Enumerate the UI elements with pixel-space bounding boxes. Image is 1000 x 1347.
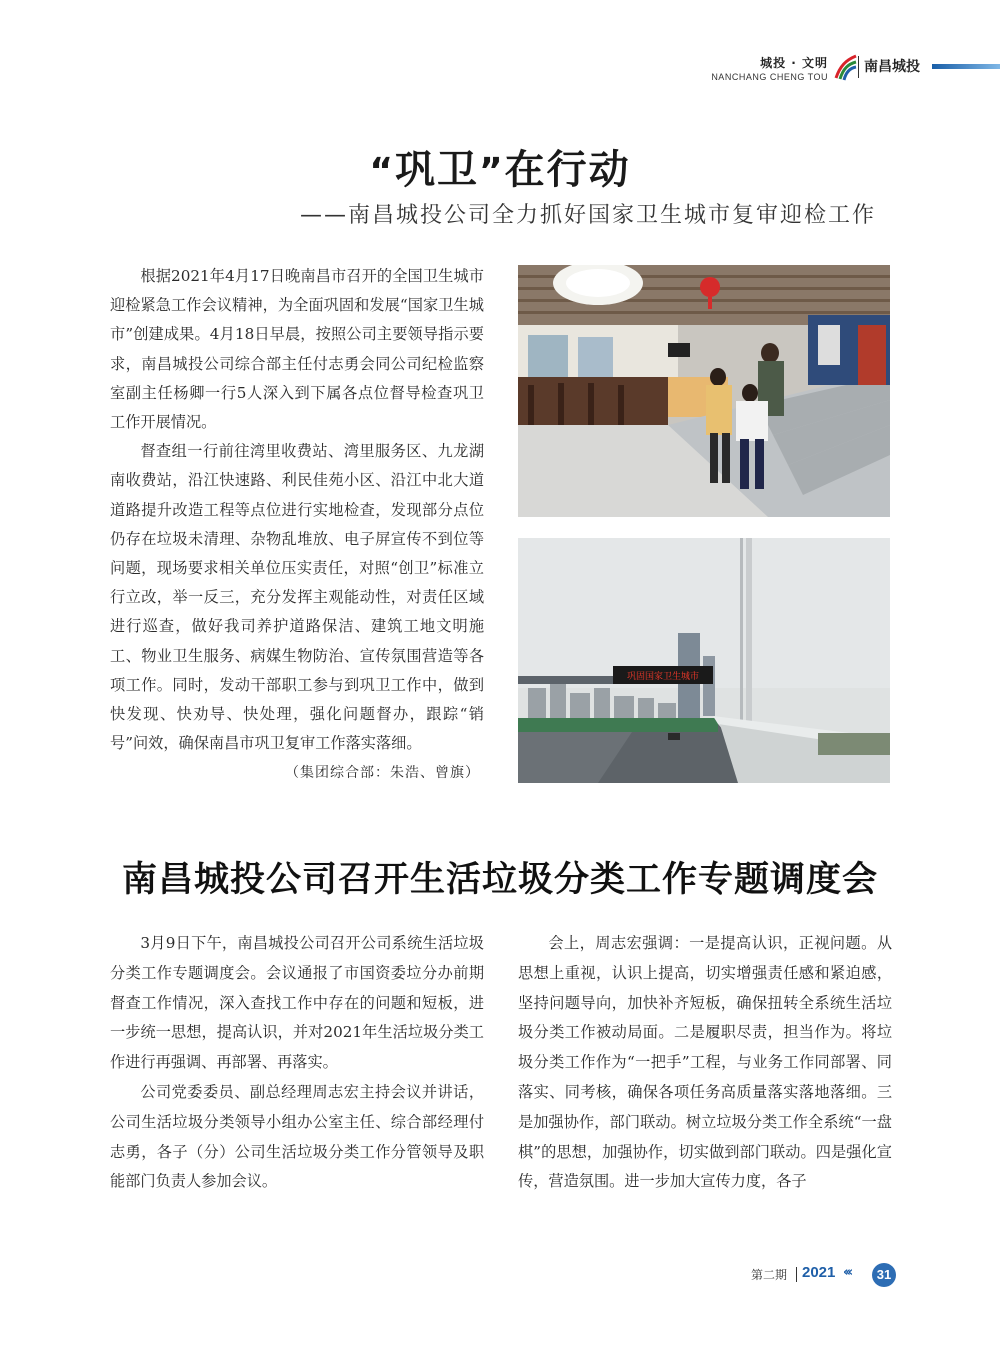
issue-label: 第二期 [751, 1268, 788, 1282]
brand-slogan: 城投 · 文明 [760, 56, 828, 70]
publication-name: 南昌城投 [864, 59, 920, 75]
article1-paragraph: 督查组一行前往湾里收费站、湾里服务区、九龙湖南收费站，沿江快速路、利民佳苑小区、沿江中北大道道路提升改造工程等点位进行实地检查，发现部分点位仍存在垃圾未清理、杂物乱堆放、电子屏宣传不到位等问题，现场要求相关单位压实责任，对照“创卫”标准立行立改，举一反三，充分发挥主观能动性，对责任区域进行巡查，做好我司养护道路保洁、建筑工地文明施工、物业卫生服务、病媒生物防治、宣传氛围营造等各项工作。同时，发动干部职工参与到巩卫工作中，做到快发现、快劝导、快处理，强化问题督办，跟踪“销号”问效，确保南昌市巩卫复审工作落实落细。 [110, 442, 484, 753]
article1-byline: （集团综合部：朱浩、曾旗） [285, 765, 480, 781]
header-divider [858, 56, 859, 78]
page-number: 31 [872, 1263, 896, 1287]
article2-title: 南昌城投公司召开生活垃圾分类工作专题调度会 [121, 860, 878, 900]
brand-logo-icon [832, 52, 858, 82]
article2-paragraph: 3月9日下午，南昌城投公司召开公司系统生活垃圾分类工作专题调度会。会议通报了市国资委垃分办前期督查工作情况，深入查找工作中存在的问题和短板，进一步统一思想，提高认识，并对2021年生活垃圾分类工作进行再强调、再部署、再落实。 [110, 934, 484, 1072]
page-header [0, 44, 1000, 88]
article1-subtitle: ——南昌城投公司全力抓好国家卫生城市复审迎检工作 [300, 203, 877, 228]
year-label: 2021 [802, 1264, 836, 1281]
page-footer [0, 1263, 1000, 1287]
header-accent-bar [932, 64, 1000, 69]
brand-english: NANCHANG CHENG TOU [711, 72, 828, 82]
photo-expressway-led-sign [518, 538, 890, 783]
article2-body-left [110, 929, 484, 1197]
article2-body-right [518, 929, 892, 1197]
article2-paragraph: 公司党委委员、副总经理周志宏主持会议并讲话，公司生活垃圾分类领导小组办公室主任、综合部经理付志勇，各子（分）公司生活垃圾分类工作分管领导及职能部门负责人参加会议。 [110, 1082, 484, 1191]
header-brand [711, 54, 828, 82]
article1-body [110, 262, 484, 758]
footer-divider [796, 1267, 797, 1282]
led-sign-text: 巩固国家卫生城市 [626, 672, 700, 682]
article1-paragraph: 根据2021年4月17日晚南昌市召开的全国卫生城市迎检紧急工作会议精神，为全面巩固和发展“国家卫生城市”创建成果。4月18日早晨，按照公司主要领导指示要求，南昌城投公司综合部主任付志勇会同公司纪检监察室副主任杨卿一行5人深入到下属各点位督导检查巩卫工作开展情况。 [110, 267, 484, 432]
article1-title: “巩卫”在行动 [369, 147, 631, 193]
chevron-left-icon: ‹‹‹ [843, 1265, 851, 1280]
article2-paragraph: 会上，周志宏强调：一是提高认识，正视问题。从思想上重视，认识上提高，切实增强责任感和紧迫感，坚持问题导向，加快补齐短板，确保扭转全系统生活垃圾分类工作被动局面。二是履职尽责，担当作为。将垃圾分类工作作为“一把手”工程，与业务工作同部署、同落实、同考核，确保各项任务高质量落实落地落细。三是加强协作，部门联动。树立垃圾分类工作全系统“一盘棋”的思想，加强协作，切实做到部门联动。四是强化宣传，营造氛围。进一步加大宣传力度，各子 [518, 934, 892, 1191]
photo-canteen-inspection [518, 265, 890, 517]
